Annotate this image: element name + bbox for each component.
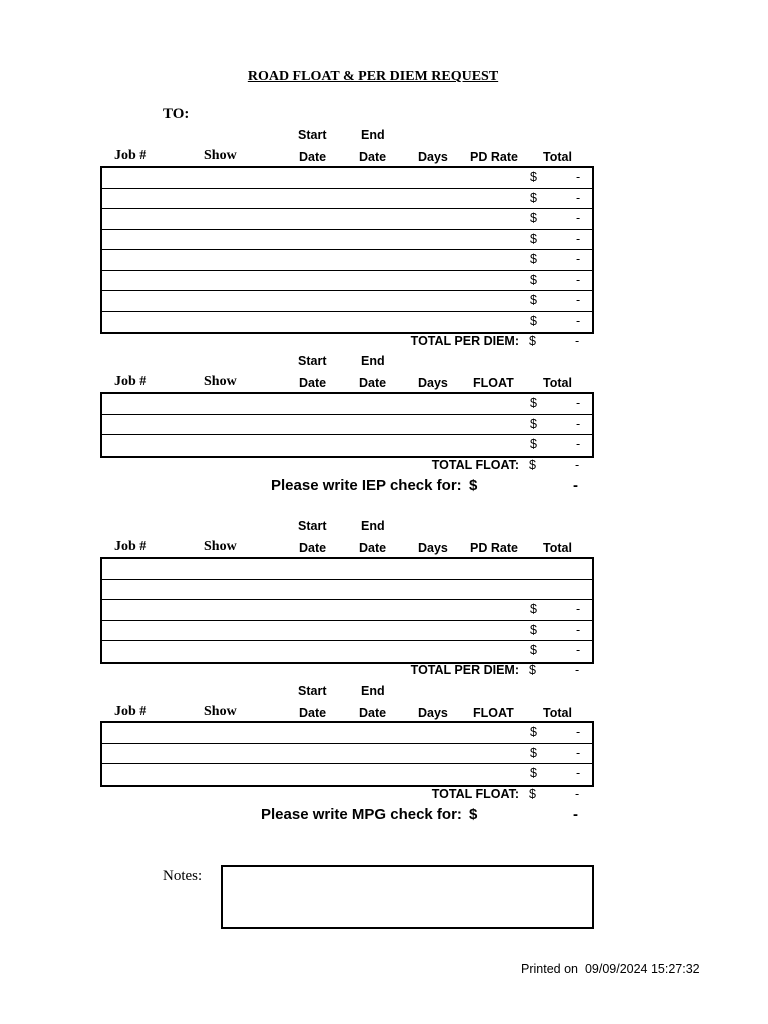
mpg-float-table: [100, 721, 594, 787]
table-row[interactable]: [102, 723, 592, 744]
row-total-value: -: [576, 211, 581, 225]
job-number-header: Job #: [114, 148, 147, 163]
iep-check-label: Please write IEP check for:: [271, 477, 462, 494]
end-date-header-bottom: Date: [359, 706, 387, 720]
table-row[interactable]: [102, 250, 592, 271]
row-total-value: -: [576, 231, 581, 246]
total-header: Total: [543, 376, 572, 390]
end-date-header-top: End: [361, 354, 385, 368]
table-row[interactable]: [102, 621, 592, 642]
row-total-value: -: [576, 622, 581, 637]
end-date-header-bottom: Date: [359, 150, 387, 164]
total-per-diem-value: -: [575, 663, 580, 677]
printed-timestamp: 09/09/2024 15:27:32: [584, 962, 700, 976]
total-float-value: -: [575, 787, 580, 801]
row-total-value: -: [576, 396, 581, 410]
row-total-value: -: [576, 745, 581, 760]
form-title: ROAD FLOAT & PER DIEM REQUEST: [247, 69, 499, 84]
total-per-diem-currency: $: [529, 334, 536, 348]
row-currency: $: [530, 622, 537, 637]
total-float-currency: $: [529, 787, 536, 801]
show-header: Show: [204, 704, 237, 719]
notes-label: Notes:: [163, 868, 203, 884]
table-row[interactable]: [102, 764, 592, 785]
row-currency: $: [530, 231, 537, 246]
job-number-header: Job #: [114, 704, 147, 719]
row-currency: $: [530, 170, 537, 184]
table-row[interactable]: [102, 600, 592, 621]
start-date-header-top: Start: [298, 128, 327, 142]
row-total-value: -: [576, 170, 581, 184]
notes-field[interactable]: [221, 865, 594, 929]
total-float-label: TOTAL FLOAT:: [431, 787, 519, 801]
days-header: Days: [418, 706, 448, 720]
row-currency: $: [530, 416, 537, 431]
table-row[interactable]: [102, 189, 592, 210]
show-header: Show: [204, 148, 237, 163]
end-date-header-bottom: Date: [359, 376, 387, 390]
iep-check-amount: -: [573, 477, 578, 494]
total-header: Total: [543, 150, 572, 164]
show-header: Show: [204, 374, 237, 389]
table-row[interactable]: [102, 168, 592, 189]
mpg-check-amount: -: [573, 806, 578, 823]
end-date-header-bottom: Date: [359, 541, 387, 555]
row-currency: $: [530, 396, 537, 410]
table-row[interactable]: [102, 312, 592, 333]
printed-footer: [521, 962, 700, 976]
end-date-header-top: End: [361, 684, 385, 698]
table-row[interactable]: [102, 641, 592, 662]
row-currency: $: [530, 602, 537, 616]
pd-rate-header: PD Rate: [470, 541, 518, 555]
row-total-value: -: [576, 725, 581, 739]
row-total-value: -: [576, 416, 581, 431]
table-row[interactable]: [102, 291, 592, 312]
start-date-header-bottom: Date: [299, 541, 327, 555]
days-header: Days: [418, 150, 448, 164]
row-total-value: -: [576, 437, 581, 451]
row-total-value: -: [576, 313, 581, 328]
table-row[interactable]: [102, 230, 592, 251]
table-row[interactable]: [102, 580, 592, 601]
mpg-check-label: Please write MPG check for:: [261, 806, 462, 823]
row-currency: $: [530, 766, 537, 780]
table-row[interactable]: [102, 559, 592, 580]
float-header: FLOAT: [473, 706, 514, 720]
job-number-header: Job #: [114, 539, 147, 554]
row-currency: $: [530, 190, 537, 205]
pd-rate-header: PD Rate: [470, 150, 518, 164]
row-total-value: -: [576, 766, 581, 780]
end-date-header-top: End: [361, 519, 385, 533]
table-row[interactable]: [102, 271, 592, 292]
row-currency: $: [530, 725, 537, 739]
to-label: TO:: [163, 106, 190, 122]
table-row[interactable]: [102, 744, 592, 765]
start-date-header-bottom: Date: [299, 706, 327, 720]
iep-per-diem-table: [100, 166, 594, 334]
mpg-per-diem-table: [100, 557, 594, 664]
days-header: Days: [418, 541, 448, 555]
row-total-value: -: [576, 293, 581, 307]
total-per-diem-label: TOTAL PER DIEM:: [410, 663, 519, 677]
printed-label: Printed on: [521, 962, 578, 976]
total-per-diem-label: TOTAL PER DIEM:: [410, 334, 519, 348]
row-currency: $: [530, 643, 537, 657]
row-total-value: -: [576, 190, 581, 205]
table-row[interactable]: [102, 209, 592, 230]
total-header: Total: [543, 706, 572, 720]
total-float-currency: $: [529, 458, 536, 472]
row-currency: $: [530, 313, 537, 328]
start-date-header-bottom: Date: [299, 376, 327, 390]
total-float-value: -: [575, 458, 580, 472]
table-row[interactable]: [102, 394, 592, 415]
row-currency: $: [530, 437, 537, 451]
table-row[interactable]: [102, 415, 592, 436]
end-date-header-top: End: [361, 128, 385, 142]
total-per-diem-value: -: [575, 334, 580, 348]
row-currency: $: [530, 293, 537, 307]
mpg-check-currency: $: [469, 806, 478, 823]
row-total-value: -: [576, 272, 581, 287]
row-total-value: -: [576, 252, 581, 266]
show-header: Show: [204, 539, 237, 554]
start-date-header-bottom: Date: [299, 150, 327, 164]
total-header: Total: [543, 541, 572, 555]
row-currency: $: [530, 252, 537, 266]
job-number-header: Job #: [114, 374, 147, 389]
start-date-header-top: Start: [298, 519, 327, 533]
days-header: Days: [418, 376, 448, 390]
row-total-value: -: [576, 602, 581, 616]
iep-check-currency: $: [469, 477, 478, 494]
start-date-header-top: Start: [298, 684, 327, 698]
iep-float-table: [100, 392, 594, 458]
start-date-header-top: Start: [298, 354, 327, 368]
total-per-diem-currency: $: [529, 663, 536, 677]
total-float-label: TOTAL FLOAT:: [431, 458, 519, 472]
row-currency: $: [530, 745, 537, 760]
table-row[interactable]: [102, 435, 592, 456]
row-currency: $: [530, 272, 537, 287]
float-header: FLOAT: [473, 376, 514, 390]
row-total-value: -: [576, 643, 581, 657]
row-currency: $: [530, 211, 537, 225]
